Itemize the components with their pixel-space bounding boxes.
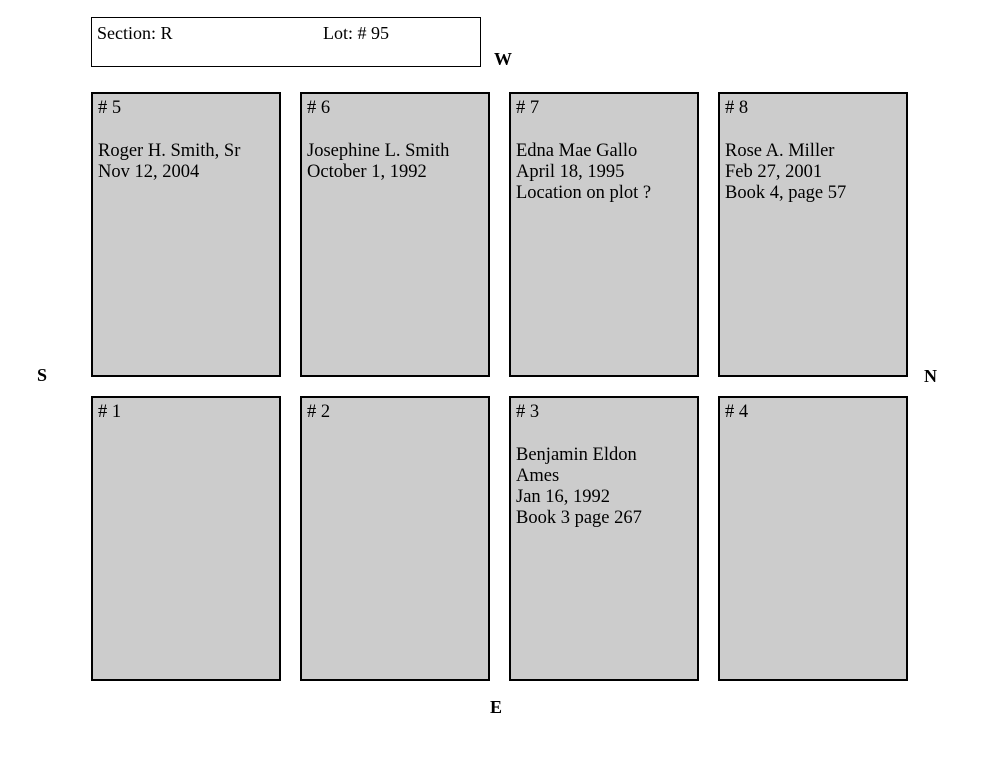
plot-number: # 4 [725, 402, 749, 422]
plot-name-continued: Ames [516, 466, 560, 486]
plot-date: Nov 12, 2004 [98, 162, 200, 182]
plot-record: Book 3 page 267 [516, 508, 642, 528]
plot-number: # 2 [307, 402, 331, 422]
plot-number: # 8 [725, 98, 749, 118]
compass-south-label: S [37, 365, 48, 385]
plot-date: October 1, 1992 [307, 162, 427, 182]
plot-8 [718, 92, 908, 377]
plot-name: Josephine L. Smith [307, 141, 450, 161]
lot-number-label: Lot: # 95 [323, 23, 389, 43]
compass-north-label: N [924, 366, 937, 386]
plot-name: Roger H. Smith, Sr [98, 141, 241, 161]
plot-1 [91, 396, 281, 681]
plot-date: April 18, 1995 [516, 162, 625, 182]
plot-6 [300, 92, 490, 377]
plot-3 [509, 396, 699, 681]
compass-east-label: E [490, 697, 503, 717]
compass-west-label: W [494, 49, 512, 69]
plot-number: # 3 [516, 402, 540, 422]
plot-note: Location on plot ? [516, 183, 652, 203]
plot-name: Benjamin Eldon [516, 445, 637, 465]
plot-name: Rose A. Miller [725, 141, 835, 161]
plot-4 [718, 396, 908, 681]
plot-number: # 5 [98, 98, 122, 118]
plot-number: # 7 [516, 98, 540, 118]
plot-date: Feb 27, 2001 [725, 162, 823, 182]
plot-number: # 6 [307, 98, 331, 118]
plot-record: Book 4, page 57 [725, 183, 847, 203]
plot-date: Jan 16, 1992 [516, 487, 611, 507]
section-label: Section: R [97, 23, 173, 43]
plot-5 [91, 92, 281, 377]
plot-7 [509, 92, 699, 377]
plot-number: # 1 [98, 402, 122, 422]
plot-name: Edna Mae Gallo [516, 141, 638, 161]
lot-header-box [91, 17, 481, 67]
plot-2 [300, 396, 490, 681]
